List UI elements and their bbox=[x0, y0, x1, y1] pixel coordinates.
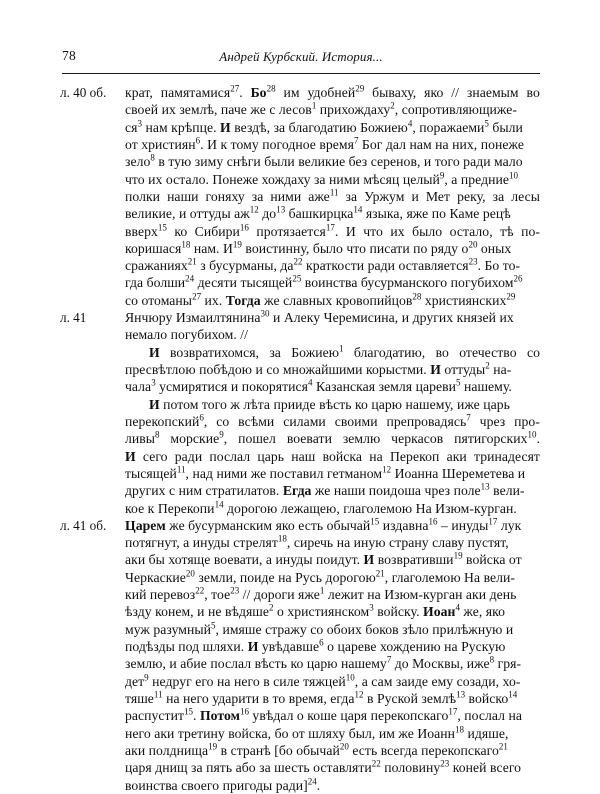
text-line: Янчюру Измаилтянина$^{30}$ и Алеку Черемисина, и других князей их bbox=[125, 308, 514, 326]
text-word: ради bbox=[174, 448, 203, 464]
text-word: со bbox=[526, 344, 540, 360]
text-word: Мет bbox=[425, 188, 451, 204]
body-text bbox=[125, 84, 540, 794]
text-word: и bbox=[411, 188, 419, 204]
text-word: реку, bbox=[457, 188, 486, 204]
text-word: силами bbox=[283, 413, 326, 429]
text-line bbox=[125, 413, 540, 430]
text-word: наши bbox=[167, 188, 199, 204]
text-line: сражаниях$^{21}$ з бусурманы, $да^{22}$ краткости ради оставляется$^{23}$. Бо то- bbox=[125, 256, 521, 274]
text-line: аки полднища$^{19}$ в странѣ [бо обычай$^{20}$ есть всегда перекопскаго$^{21}$ bbox=[125, 741, 508, 758]
text-line: потягнут, а инуды стрелят$^{18}$, сиречь на иную страну славу пустят, bbox=[125, 533, 509, 551]
text-word: гоняху bbox=[205, 188, 245, 204]
folio-marker: л. 41 об. bbox=[60, 518, 107, 533]
text-line: Царем же бусурманским яко есть обычай$^{15}$ издавна$^{16}$ – инуды$^{17}$ лук bbox=[125, 516, 522, 533]
text-word: за bbox=[345, 188, 358, 204]
text-word: во bbox=[435, 344, 449, 360]
text-word: бываху, bbox=[372, 85, 417, 100]
text-word: аки bbox=[446, 448, 467, 464]
text-word: полки bbox=[125, 188, 161, 204]
text-word: что bbox=[363, 223, 383, 239]
text-word: Сибири$^{16}$ bbox=[194, 221, 249, 239]
text-word: $Бо^{28}$ bbox=[250, 83, 276, 100]
text-line: других с ним стратилатов. Егда же наши поидоша чрез поле$^{13}$ вели- bbox=[125, 481, 525, 499]
text-word: вверх$^{15}$ bbox=[125, 221, 167, 239]
text-line: муж разумный$^5$, имяше стражу со обоих боков зѣло прилѣжную и bbox=[125, 620, 514, 637]
text-word: черкасов bbox=[391, 431, 444, 447]
text-line: пресвѣтлою побѣдою и со множайшими корыстми. И оттуды$^2$ на- bbox=[125, 360, 512, 377]
text-word: крат, bbox=[125, 85, 153, 100]
text-line: царя днищ за пять або за шесть оставляти$^{22}$ половину$^{23}$ коней всего bbox=[125, 758, 522, 776]
text-line: чала$^3$ усмирятися и покорятися$^4$ Казанская земля цареви$^5$ нашему. bbox=[125, 377, 512, 395]
text-line: дет$^9$ недруг его на него в силе тяжцей$^{10}$, а сам заиде ему созади, хо- bbox=[125, 672, 521, 689]
text-line bbox=[125, 188, 540, 205]
text-line bbox=[125, 223, 540, 240]
text-line bbox=[125, 344, 540, 361]
text-line: кое к Перекопи$^{14}$ дорогою лежащею, глаголемою На Изюм-курган. bbox=[125, 498, 517, 516]
text-word: было bbox=[412, 223, 443, 239]
text-line: своей их землѣ, паче же с лесов$^1$ прихождаху$^2$, сопротивляющиже- bbox=[125, 100, 517, 118]
text-line: тяше$^{11}$ на него ударити в то время, егда$^{12}$ в Руской землѣ$^{13}$ войско$^{14}$ bbox=[125, 689, 518, 706]
text-line: немало погубихом. // bbox=[125, 327, 249, 343]
text-word: пошел bbox=[238, 431, 276, 447]
text-line: него аки третину войска, бо от шляху был, им же Иоанн$^{18}$ идяше, bbox=[125, 724, 509, 741]
text-line bbox=[125, 430, 540, 447]
text-word: про- bbox=[514, 413, 540, 429]
text-line: воинства своего пригоды ради]$^{24}$. bbox=[125, 775, 321, 793]
text-line: тысящей$^{11}$, над ними же поставил гетманом$^{12}$ Иоанна Шереметева и bbox=[125, 464, 526, 481]
text-word: по- bbox=[521, 223, 540, 239]
text-line: со отоманы$^{27}$ их. Тогда же славных кровопийцов$^{28}$ християнских$^{29}$ bbox=[125, 291, 516, 308]
text-word: аже$^{11}$ bbox=[308, 187, 339, 204]
text-word: морские$^9$, bbox=[170, 429, 228, 447]
text-word: возвратихомся, bbox=[170, 344, 260, 360]
running-head bbox=[62, 48, 540, 68]
text-word: Перекоп bbox=[390, 448, 440, 464]
text-word: землю bbox=[342, 431, 381, 447]
text-word: сего bbox=[142, 448, 168, 464]
text-word: их bbox=[390, 223, 405, 239]
folio-marker: л. 41 bbox=[60, 310, 87, 326]
text-word: царь bbox=[257, 448, 285, 464]
text-line: ѣзду конем, и не вѣдяше$^2$ о християнском$^3$ войску. Иоан$^4$ же, яко bbox=[125, 602, 506, 620]
text-word: наш bbox=[291, 448, 316, 464]
text-line: $ся^3$ нам крѣпце. И вездѣ, за благодатию Божиею$^4$, поражаеми$^5$ были bbox=[125, 118, 523, 135]
text-line: коришася$^{18}$ нам. $И^{19}$ воистинну, было что писати по ряду $о^{20}$ оных bbox=[125, 239, 512, 256]
text-word: удобней$^{29}$ bbox=[307, 83, 365, 100]
text-word: И bbox=[125, 448, 136, 464]
text-word: яко bbox=[424, 85, 444, 100]
text-word: лесы bbox=[511, 188, 540, 204]
text-line: от християн$^6$. И к тому погодное время$^7$ Бог дал нам на них, понеже bbox=[125, 135, 524, 152]
page-number: 78 bbox=[62, 48, 76, 63]
text-line: гда болши$^{24}$ десяти тысящей$^{25}$ воинства бусурманского погубихом$^{26}$ bbox=[125, 273, 523, 291]
text-line: кий перевоз$^{22}$, тое$^{23}$ // дороги яже$^1$ лежит на Изюм-курган аки день bbox=[125, 585, 517, 603]
text-line: аки бы хотяще воевати, а инуды поидут. И возвративши$^{19}$ войска от bbox=[125, 550, 522, 568]
text-line: распустит$^{15}$. Потом$^{16}$ увѣдал о коше царя перекопскаго$^{17}$, послал на bbox=[125, 706, 523, 724]
text-word: на bbox=[369, 448, 383, 464]
text-line: Черкаские$^{20}$ земли, поиде на Русь дорогою$^{21}$, глаголемою На вели- bbox=[125, 568, 516, 585]
text-word: за bbox=[251, 188, 264, 204]
text-word: // bbox=[451, 85, 459, 100]
text-line: И потом того ж лѣта прииде вѣсть ко царю нашему, иже царь bbox=[149, 396, 510, 412]
text-word: всѣми bbox=[238, 413, 275, 429]
text-word: ними bbox=[270, 188, 302, 204]
text-word: знаемым bbox=[466, 85, 519, 100]
text-word: за bbox=[492, 188, 505, 204]
text-word: пятигорских$^{10}$. bbox=[454, 429, 540, 447]
text-word: остало, bbox=[449, 223, 493, 239]
folio-marker: л. 40 об. bbox=[60, 85, 107, 100]
text-word: во bbox=[526, 85, 540, 100]
text-word: тѣ bbox=[500, 223, 514, 239]
text-line: великие, и оттуды $аж^{12}$ $до^{13}$ башкирцка$^{14}$ языка, яже по Каме рецѣ bbox=[125, 204, 511, 222]
text-word: протязается$^{17}$. bbox=[256, 221, 339, 239]
text-word: препровадясь$^7$ bbox=[386, 412, 471, 429]
text-line: зело$^8$ в тую зиму снѣги были великие без серенов, и того ради мало bbox=[125, 152, 523, 170]
text-word: им bbox=[283, 85, 300, 100]
text-word: войска bbox=[322, 448, 363, 464]
text-word: памятамися$^{27}$. bbox=[160, 83, 243, 100]
text-line: что их остало. Понеже хождаху за ними мѣсяц целый$^9$, а предние$^{10}$ bbox=[125, 170, 519, 187]
text-word: отечество bbox=[459, 344, 517, 360]
text-word: ко bbox=[174, 223, 188, 239]
text-word: И bbox=[149, 344, 160, 360]
text-word: благодатию, bbox=[353, 344, 426, 360]
text-word: перекопский$^6$, bbox=[125, 412, 208, 429]
text-line bbox=[125, 448, 540, 465]
text-word: послал bbox=[209, 448, 251, 464]
header-rule bbox=[62, 73, 540, 74]
text-word: Божиею$^1$ bbox=[291, 343, 344, 360]
text-line: подѣзды под шляхи. И увѣдавше$^6$ о цареве хождению на Рускую bbox=[125, 637, 506, 654]
text-word: Уржум bbox=[364, 188, 405, 204]
text-word: ливы$^8$ bbox=[125, 429, 160, 447]
text-word: воевати bbox=[286, 431, 332, 447]
running-title: Андрей Курбский. История... bbox=[219, 49, 383, 64]
text-word: тринадесят bbox=[474, 448, 540, 464]
text-word: со bbox=[216, 413, 230, 429]
text-word: за bbox=[269, 344, 281, 360]
text-word: чрез bbox=[479, 413, 506, 429]
text-word: И bbox=[345, 223, 356, 239]
text-line: землю, и абие послал вѣсть ко царю нашему$^7$ до Москвы, иже$^8$ гря- bbox=[125, 654, 522, 672]
text-word: своими bbox=[334, 413, 378, 429]
text-line bbox=[125, 84, 540, 101]
